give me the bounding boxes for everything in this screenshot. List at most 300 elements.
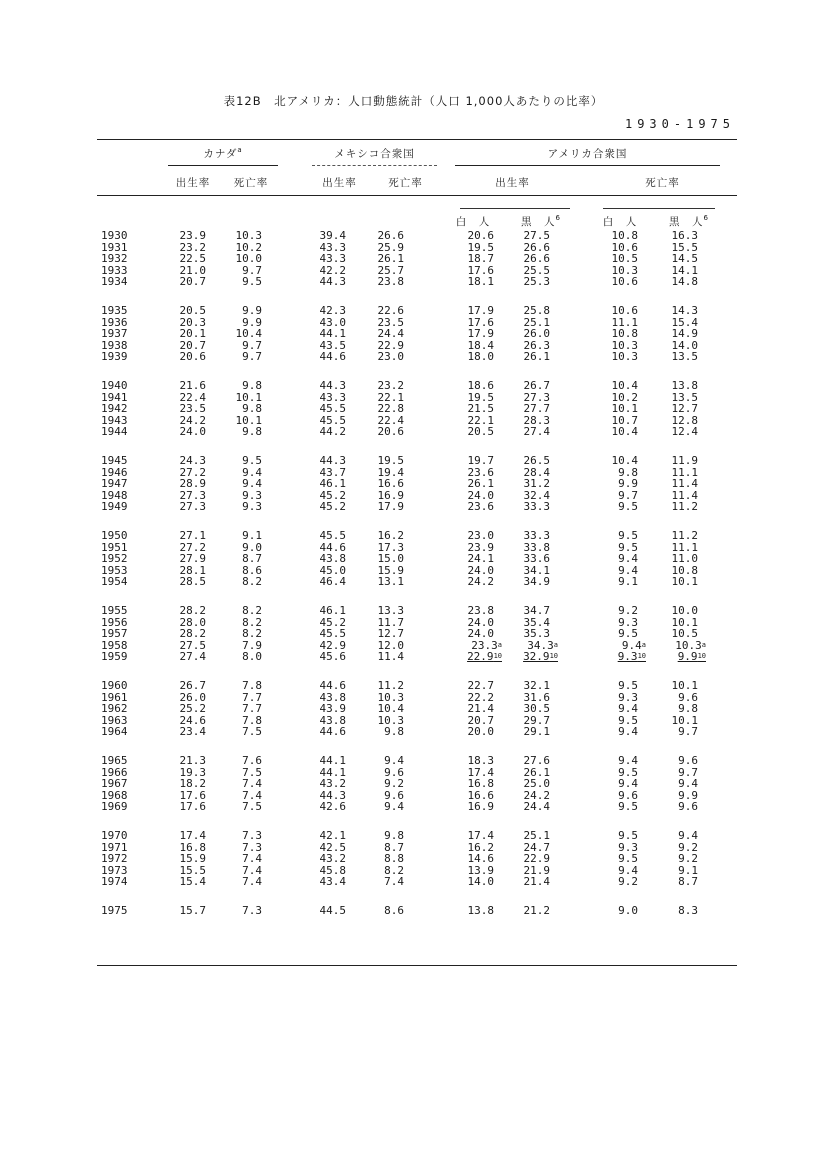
cell-canada-death: 7.4 <box>242 875 262 889</box>
cell-usa-birth-white: 17.6 <box>467 315 494 329</box>
cell-usa-birth-black: 30.5 <box>523 702 550 716</box>
cell-canada-birth: 24.0 <box>179 425 206 439</box>
cell-usa-birth-white: 19.5 <box>467 390 494 404</box>
cell-year: 1957 <box>101 627 128 641</box>
cell-usa-birth-black: 35.4 <box>523 615 550 629</box>
cell-canada-death: 9.9 <box>242 304 262 317</box>
cell-usa-birth-black: 25.3 <box>523 275 550 289</box>
cell-year: 1945 <box>101 454 128 467</box>
cell-canada-death: 10.4 <box>235 327 262 341</box>
cell-usa-death-black: 11.2 <box>671 529 698 542</box>
cell-usa-death-black: 9.2 <box>678 840 698 854</box>
cell-canada-death: 9.9 <box>242 315 262 329</box>
cell-note: 10 <box>697 652 706 661</box>
cell-canada-birth: 26.7 <box>179 679 206 692</box>
cell-year: 1966 <box>101 765 128 779</box>
cell-canada-birth: 28.5 <box>179 575 206 589</box>
cell-year: 1932 <box>101 252 128 266</box>
cell-usa-birth-black: 32.4 <box>523 488 550 502</box>
cell-year: 1935 <box>101 304 128 317</box>
cell-usa-birth-white: 23.6 <box>467 465 494 479</box>
cell-year: 1930 <box>101 229 128 242</box>
year-range: 1930-1975 <box>624 117 735 131</box>
cell-canada-birth: 28.2 <box>179 604 206 617</box>
cell-usa-birth-white: 17.9 <box>467 327 494 341</box>
cell-usa-birth-white: 16.2 <box>467 840 494 854</box>
cell-mexico-birth: 45.5 <box>319 627 346 641</box>
cell-year: 1972 <box>101 852 128 866</box>
cell-year: 1950 <box>101 529 128 542</box>
cell-usa-birth-black: 32.9$^{10}$ <box>523 650 558 664</box>
cell-usa-birth-black: 25.0 <box>523 777 550 791</box>
cell-mexico-birth: 43.3 <box>319 240 346 254</box>
cell-year: 1946 <box>101 465 128 479</box>
cell-canada-birth: 22.5 <box>179 252 206 266</box>
cell-usa-death-white: 9.0 <box>618 904 638 917</box>
cell-year: 1961 <box>101 690 128 704</box>
cell-canada-birth: 20.6 <box>179 350 206 364</box>
cell-usa-death-white: 9.2 <box>618 604 638 617</box>
cell-usa-birth-white: 23.0 <box>467 529 494 542</box>
cell-usa-birth-black: 33.3 <box>523 500 550 514</box>
cell-mexico-death: 22.9 <box>377 338 404 352</box>
header-mexico-birth: 出生率 <box>322 177 357 189</box>
cell-canada-death: 10.2 <box>235 240 262 254</box>
cell-mexico-death: 9.2 <box>384 777 404 791</box>
cell-mexico-birth: 42.2 <box>319 263 346 277</box>
cell-canada-death: 7.4 <box>242 852 262 866</box>
cell-mexico-birth: 44.5 <box>319 904 346 917</box>
cell-canada-death: 7.5 <box>242 800 262 814</box>
cell-mexico-death: 20.6 <box>377 425 404 439</box>
cell-canada-death: 7.6 <box>242 754 262 767</box>
cell-mexico-death: 10.3 <box>377 690 404 704</box>
cell-usa-death-black: 10.0 <box>671 604 698 617</box>
cell-year: 1954 <box>101 575 128 589</box>
cell-usa-birth-white: 18.1 <box>467 275 494 289</box>
cell-canada-birth: 28.2 <box>179 627 206 641</box>
cell-usa-death-black: 11.4 <box>671 477 698 491</box>
cell-mexico-birth: 42.6 <box>319 800 346 814</box>
cell-usa-death-white: 9.3 <box>618 690 638 704</box>
cell-usa-birth-white: 14.6 <box>467 852 494 866</box>
cell-canada-death: 7.7 <box>242 702 262 716</box>
cell-usa-birth-black: 34.9 <box>523 575 550 589</box>
cell-usa-death-black: 10.5 <box>671 627 698 641</box>
cell-usa-birth-black: 24.7 <box>523 840 550 854</box>
cell-canada-death: 9.8 <box>242 379 262 392</box>
cell-usa-death-white: 9.5 <box>618 713 638 727</box>
cell-usa-birth-white: 19.7 <box>467 454 494 467</box>
cell-mexico-birth: 45.6 <box>319 650 346 664</box>
cell-mexico-birth: 42.3 <box>319 304 346 317</box>
cell-mexico-birth: 45.5 <box>319 413 346 427</box>
cell-mexico-birth: 45.0 <box>319 563 346 577</box>
cell-usa-birth-black: 27.5 <box>523 229 550 242</box>
cell-usa-birth-white: 13.9 <box>467 863 494 877</box>
cell-usa-birth-white: 20.7 <box>467 713 494 727</box>
cell-mexico-death: 8.2 <box>384 863 404 877</box>
cell-canada-death: 9.3 <box>242 488 262 502</box>
cell-mexico-death: 10.4 <box>377 702 404 716</box>
cell-year: 1940 <box>101 379 128 392</box>
cell-usa-birth-black: 26.5 <box>523 454 550 467</box>
cell-year: 1959 <box>101 650 128 664</box>
cell-year: 1953 <box>101 563 128 577</box>
cell-canada-birth: 22.4 <box>179 390 206 404</box>
cell-usa-death-black: 11.1 <box>671 540 698 554</box>
cell-usa-death-black: 13.8 <box>671 379 698 392</box>
cell-year: 1941 <box>101 390 128 404</box>
cell-usa-death-black: 10.1 <box>671 615 698 629</box>
top-rule <box>97 139 737 140</box>
cell-mexico-death: 9.6 <box>384 788 404 802</box>
cell-note: 10 <box>549 652 558 661</box>
cell-canada-death: 8.2 <box>242 627 262 641</box>
cell-year: 1962 <box>101 702 128 716</box>
cell-usa-birth-white: 19.5 <box>467 240 494 254</box>
cell-usa-death-black: 14.9 <box>671 327 698 341</box>
cell-usa-death-white: 9.5 <box>618 540 638 554</box>
header-canada-death: 死亡率 <box>233 177 269 189</box>
cell-canada-birth: 24.3 <box>179 454 206 467</box>
cell-year: 1934 <box>101 275 128 289</box>
cell-canada-death: 7.3 <box>242 840 262 854</box>
cell-year: 1947 <box>101 477 128 491</box>
cell-usa-birth-black: 24.4 <box>523 800 550 814</box>
cell-usa-death-white: 9.7 <box>618 488 638 502</box>
cell-usa-death-black: 9.4 <box>678 829 698 842</box>
cell-usa-birth-white: 24.0 <box>467 563 494 577</box>
cell-canada-birth: 15.5 <box>179 863 206 877</box>
cell-usa-birth-black: 33.8 <box>523 540 550 554</box>
cell-year: 1975 <box>101 904 128 917</box>
cell-canada-birth: 24.2 <box>179 413 206 427</box>
cell-canada-death: 8.2 <box>242 604 262 617</box>
cell-mexico-birth: 42.9 <box>319 638 346 652</box>
cell-mexico-death: 16.6 <box>377 477 404 491</box>
cell-canada-death: 9.1 <box>242 529 262 542</box>
cell-canada-birth: 28.0 <box>179 615 206 629</box>
cell-mexico-birth: 45.2 <box>319 615 346 629</box>
cell-usa-death-black: 14.0 <box>671 338 698 352</box>
cell-mexico-death: 15.9 <box>377 563 404 577</box>
cell-usa-death-white: 10.4 <box>611 379 638 392</box>
cell-usa-birth-white: 24.1 <box>467 552 494 566</box>
cell-usa-birth-black: 29.1 <box>523 725 550 739</box>
cell-usa-death-white: 9.4 <box>618 563 638 577</box>
cell-canada-death: 10.3 <box>235 229 262 242</box>
cell-usa-death-black: 9.6 <box>678 690 698 704</box>
cell-usa-death-white: 9.4$^a$ <box>621 638 646 652</box>
cell-usa-birth-white: 18.7 <box>467 252 494 266</box>
cell-usa-death-black: 16.3 <box>671 229 698 242</box>
cell-mexico-death: 19.4 <box>377 465 404 479</box>
cell-canada-birth: 15.7 <box>179 904 206 917</box>
header-bottom-rule <box>97 195 737 196</box>
cell-mexico-birth: 44.3 <box>319 788 346 802</box>
cell-note: a <box>553 640 558 649</box>
cell-mexico-birth: 44.1 <box>319 754 346 767</box>
cell-usa-death-white: $9.3^{10}$ <box>617 650 646 664</box>
header-canada-birth: 出生率 <box>175 177 211 189</box>
cell-mexico-death: 17.3 <box>377 540 404 554</box>
cell-usa-birth-black: 25.1 <box>523 829 550 842</box>
cell-mexico-birth: 44.6 <box>319 725 346 739</box>
cell-usa-birth-black: 33.3 <box>523 529 550 542</box>
cell-usa-birth-black: 26.1 <box>523 765 550 779</box>
cell-usa-birth-white: 24.2 <box>467 575 494 589</box>
cell-usa-birth-white: 16.9 <box>467 800 494 814</box>
cell-usa-birth-white: 24.0 <box>467 488 494 502</box>
cell-usa-death-white: 10.3 <box>611 263 638 277</box>
cell-usa-death-white: 9.8 <box>618 465 638 479</box>
cell-mexico-birth: 43.8 <box>319 690 346 704</box>
cell-mexico-birth: 43.3 <box>319 252 346 266</box>
cell-usa-birth-white: 17.6 <box>467 263 494 277</box>
cell-usa-birth-black: 21.4 <box>523 875 550 889</box>
cell-canada-birth: 23.9 <box>179 229 206 242</box>
cell-canada-birth: 25.2 <box>179 702 206 716</box>
cell-year: 1944 <box>101 425 128 439</box>
cell-mexico-death: 12.0 <box>377 638 404 652</box>
cell-usa-birth-black: 33.6 <box>523 552 550 566</box>
cell-mexico-death: 8.6 <box>384 904 404 917</box>
cell-canada-death: 9.3 <box>242 500 262 514</box>
cell-mexico-birth: 45.2 <box>319 500 346 514</box>
cell-usa-death-white: 10.4 <box>611 425 638 439</box>
cell-usa-birth-white: 20.0 <box>467 725 494 739</box>
cell-canada-birth: 27.3 <box>179 488 206 502</box>
cell-note: 10 <box>637 652 646 661</box>
cell-usa-death-white: 9.5 <box>618 679 638 692</box>
cell-mexico-death: 16.2 <box>377 529 404 542</box>
cell-canada-birth: 26.0 <box>179 690 206 704</box>
cell-mexico-death: 8.7 <box>384 840 404 854</box>
header-usa-birth-black: 黒 人$^6$ <box>521 214 561 228</box>
cell-usa-birth-white: 13.8 <box>467 904 494 917</box>
cell-usa-birth-black: 31.2 <box>523 477 550 491</box>
cell-canada-death: 8.0 <box>242 650 262 664</box>
cell-usa-death-black: 12.7 <box>671 402 698 416</box>
cell-usa-death-white: 10.6 <box>611 275 638 289</box>
cell-usa-birth-white: 22.1 <box>467 413 494 427</box>
cell-usa-death-black: 11.4 <box>671 488 698 502</box>
cell-canada-death: 9.0 <box>242 540 262 554</box>
cell-canada-birth: 16.8 <box>179 840 206 854</box>
cell-canada-death: 7.3 <box>242 904 262 917</box>
cell-usa-birth-white: 17.4 <box>467 765 494 779</box>
cell-usa-birth-black: 21.9 <box>523 863 550 877</box>
cell-canada-birth: 20.7 <box>179 338 206 352</box>
cell-year: 1955 <box>101 604 128 617</box>
cell-canada-death: 7.4 <box>242 777 262 791</box>
cell-usa-death-white: 10.8 <box>611 229 638 242</box>
cell-note: 10 <box>493 652 502 661</box>
cell-usa-birth-white: 18.0 <box>467 350 494 364</box>
cell-canada-birth: 28.9 <box>179 477 206 491</box>
cell-usa-birth-black: 27.7 <box>523 402 550 416</box>
cell-usa-death-white: 10.3 <box>611 350 638 364</box>
cell-usa-birth-black: 25.5 <box>523 263 550 277</box>
cell-usa-birth-white: 20.6 <box>467 229 494 242</box>
cell-usa-death-white: 9.5 <box>618 852 638 866</box>
cell-usa-death-black: 9.4 <box>678 777 698 791</box>
cell-year: 1931 <box>101 240 128 254</box>
cell-mexico-birth: 44.6 <box>319 540 346 554</box>
cell-usa-death-black: 11.2 <box>671 500 698 514</box>
cell-canada-birth: 27.4 <box>179 650 206 664</box>
cell-usa-death-black: 9.6 <box>678 754 698 767</box>
cell-usa-birth-black: 22.9 <box>523 852 550 866</box>
usa-death-bracket <box>603 208 715 209</box>
cell-usa-death-white: 9.5 <box>618 529 638 542</box>
cell-usa-birth-black: 34.7 <box>523 604 550 617</box>
header-usa-death: 死亡率 <box>645 177 680 189</box>
cell-mexico-death: 23.2 <box>377 379 404 392</box>
cell-year: 1971 <box>101 840 128 854</box>
cell-mexico-birth: 44.6 <box>319 350 346 364</box>
cell-mexico-birth: 43.8 <box>319 713 346 727</box>
cell-canada-death: 7.5 <box>242 725 262 739</box>
cell-usa-death-white: 9.4 <box>618 725 638 739</box>
cell-canada-death: 8.7 <box>242 552 262 566</box>
cell-canada-birth: 20.1 <box>179 327 206 341</box>
cell-mexico-birth: 44.2 <box>319 425 346 439</box>
cell-mexico-death: 26.1 <box>377 252 404 266</box>
cell-canada-birth: 21.0 <box>179 263 206 277</box>
cell-usa-birth-white: 21.5 <box>467 402 494 416</box>
cell-canada-birth: 24.6 <box>179 713 206 727</box>
cell-canada-death: 7.8 <box>242 713 262 727</box>
cell-year: 1943 <box>101 413 128 427</box>
cell-usa-death-white: 9.4 <box>618 552 638 566</box>
cell-usa-birth-black: 28.3 <box>523 413 550 427</box>
cell-canada-death: 9.7 <box>242 350 262 364</box>
cell-usa-birth-black: 31.6 <box>523 690 550 704</box>
cell-usa-death-white: 9.9 <box>618 477 638 491</box>
cell-year: 1939 <box>101 350 128 364</box>
cell-mexico-death: 22.8 <box>377 402 404 416</box>
cell-usa-birth-white: 21.4 <box>467 702 494 716</box>
cell-usa-birth-white: 22.7 <box>467 679 494 692</box>
cell-mexico-death: 22.4 <box>377 413 404 427</box>
cell-usa-birth-black: 26.0 <box>523 327 550 341</box>
cell-usa-death-black: 10.1 <box>671 713 698 727</box>
cell-usa-death-black: 14.1 <box>671 263 698 277</box>
cell-usa-death-white: 11.1 <box>611 315 638 329</box>
cell-canada-birth: 27.5 <box>179 638 206 652</box>
cell-mexico-birth: 43.9 <box>319 702 346 716</box>
cell-mexico-birth: 46.1 <box>319 477 346 491</box>
cell-canada-death: 7.3 <box>242 829 262 842</box>
header-mexico: メキシコ合衆国 <box>334 148 415 160</box>
cell-mexico-death: 9.6 <box>384 765 404 779</box>
cell-year: 1937 <box>101 327 128 341</box>
cell-usa-birth-black: 25.1 <box>523 315 550 329</box>
cell-mexico-death: 24.4 <box>377 327 404 341</box>
cell-usa-death-black: 12.8 <box>671 413 698 427</box>
cell-usa-birth-white: 18.6 <box>467 379 494 392</box>
header-usa-birth-white: 白 人 <box>455 216 491 228</box>
bottom-rule <box>97 965 737 966</box>
cell-year: 1951 <box>101 540 128 554</box>
cell-canada-birth: 27.2 <box>179 465 206 479</box>
cell-usa-birth-white: 16.8 <box>467 777 494 791</box>
cell-canada-birth: 23.4 <box>179 725 206 739</box>
cell-usa-birth-white: 23.9 <box>467 540 494 554</box>
cell-mexico-death: 22.6 <box>377 304 404 317</box>
cell-usa-death-black: 9.8 <box>678 702 698 716</box>
cell-canada-birth: 27.9 <box>179 552 206 566</box>
cell-canada-birth: 18.2 <box>179 777 206 791</box>
mexico-rule <box>312 165 437 166</box>
cell-canada-birth: 20.5 <box>179 304 206 317</box>
cell-canada-death: 10.0 <box>235 252 262 266</box>
cell-usa-birth-white: 14.0 <box>467 875 494 889</box>
cell-usa-death-white: 9.4 <box>618 754 638 767</box>
cell-note: a <box>641 640 646 649</box>
cell-mexico-birth: 43.2 <box>319 852 346 866</box>
cell-usa-death-white: 9.4 <box>618 863 638 877</box>
cell-usa-death-white: 9.5 <box>618 800 638 814</box>
cell-canada-birth: 23.2 <box>179 240 206 254</box>
cell-canada-birth: 20.3 <box>179 315 206 329</box>
cell-usa-death-black: 10.1 <box>671 575 698 589</box>
cell-usa-death-white: 10.8 <box>611 327 638 341</box>
cell-canada-birth: 21.3 <box>179 754 206 767</box>
cell-usa-birth-black: 28.4 <box>523 465 550 479</box>
cell-mexico-birth: 43.2 <box>319 777 346 791</box>
cell-usa-death-black: 14.3 <box>671 304 698 317</box>
cell-mexico-birth: 44.3 <box>319 275 346 289</box>
cell-usa-death-white: 9.5 <box>618 627 638 641</box>
cell-year: 1933 <box>101 263 128 277</box>
cell-usa-birth-white: 26.1 <box>467 477 494 491</box>
cell-mexico-birth: 43.5 <box>319 338 346 352</box>
cell-usa-death-black: 13.5 <box>671 390 698 404</box>
cell-canada-birth: 17.4 <box>179 829 206 842</box>
cell-mexico-birth: 43.8 <box>319 552 346 566</box>
table-title: 表12B 北アメリカ：人口動態統計（人口 1,000人あたりの比率） <box>223 94 604 108</box>
cell-mexico-birth: 42.5 <box>319 840 346 854</box>
canada-rule <box>168 165 278 166</box>
header-mexico-death: 死亡率 <box>388 177 423 189</box>
cell-canada-birth: 23.5 <box>179 402 206 416</box>
cell-mexico-death: 9.4 <box>384 800 404 814</box>
usa-birth-bracket <box>460 208 570 209</box>
cell-usa-death-white: 9.5 <box>618 765 638 779</box>
cell-year: 1958 <box>101 638 128 652</box>
cell-canada-birth: 27.3 <box>179 500 206 514</box>
cell-usa-birth-white: 22.9$^{10}$ <box>467 650 502 664</box>
cell-usa-birth-black: 26.7 <box>523 379 550 392</box>
cell-usa-birth-black: 27.4 <box>523 425 550 439</box>
cell-canada-death: 9.4 <box>242 477 262 491</box>
cell-canada-death: 7.4 <box>242 788 262 802</box>
cell-canada-death: 10.1 <box>235 390 262 404</box>
cell-usa-death-black: 9.2 <box>678 852 698 866</box>
cell-usa-death-black: 8.3 <box>678 904 698 917</box>
cell-mexico-death: 23.5 <box>377 315 404 329</box>
cell-usa-birth-white: 17.9 <box>467 304 494 317</box>
cell-year: 1952 <box>101 552 128 566</box>
cell-mexico-death: 7.4 <box>384 875 404 889</box>
cell-mexico-death: 23.8 <box>377 275 404 289</box>
cell-usa-death-black: 9.1 <box>678 863 698 877</box>
cell-usa-birth-white: 23.6 <box>467 500 494 514</box>
cell-usa-birth-white: 17.4 <box>467 829 494 842</box>
